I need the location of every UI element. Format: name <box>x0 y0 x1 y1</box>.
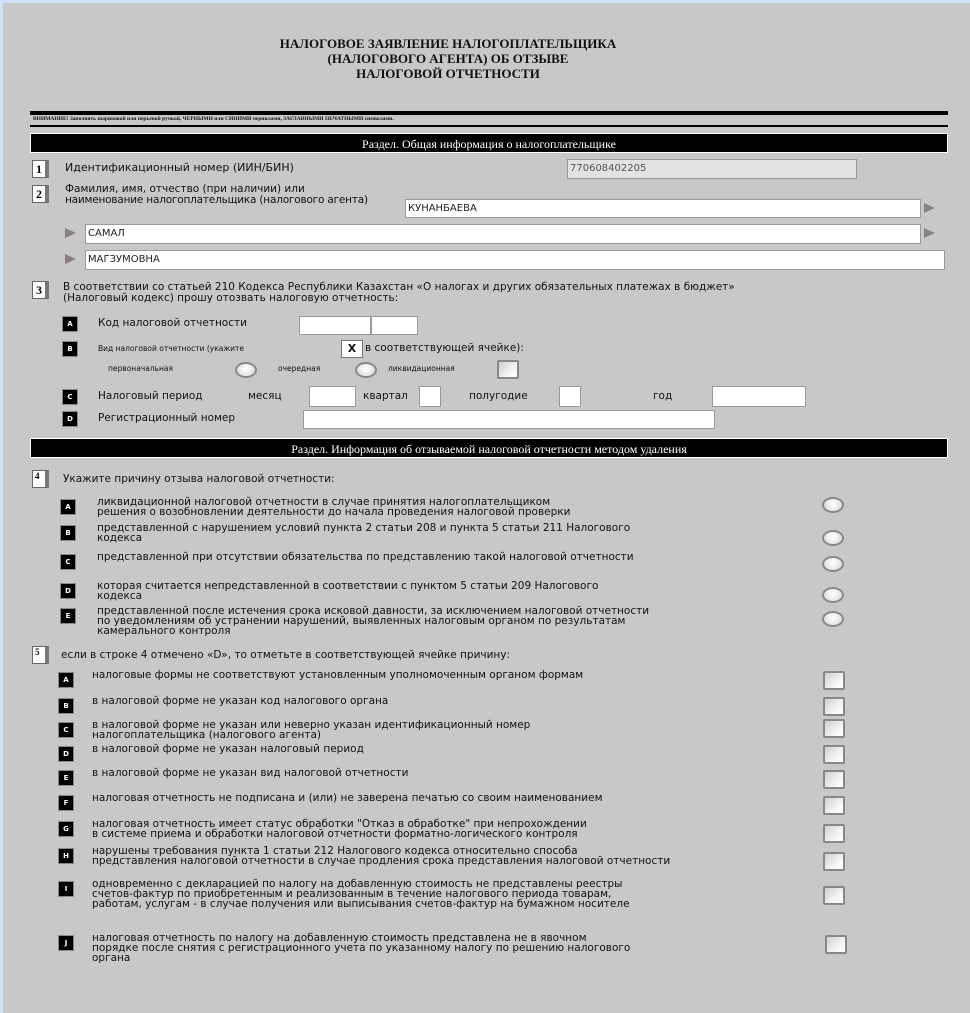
reason-radio-d[interactable] <box>822 587 844 603</box>
letter-badge-b: B <box>58 698 74 714</box>
reason-option-text: представленной с нарушением условий пункта 2 статьи 208 и пункта 5 статьи 211 Налогового <box>97 522 631 534</box>
d-reason-checkbox-a[interactable] <box>823 671 845 690</box>
reason-option-text: решения о возобновлении деятельности до начала проведения налоговой проверки <box>97 506 571 518</box>
halfyear-field[interactable] <box>559 386 581 407</box>
form-title-line1: НАЛОГОВОЕ ЗАЯВЛЕНИЕ НАЛОГОПЛАТЕЛЬЩИКА <box>279 36 617 51</box>
report-code-field-1[interactable] <box>299 316 371 335</box>
d-reason-checkbox-j[interactable] <box>825 935 847 954</box>
letter-badge-i: I <box>58 881 74 897</box>
report-type-label-after: в соответствующей ячейке): <box>365 342 524 354</box>
name-label-line2: наименование налогоплательщика (налогового агента) <box>65 194 368 206</box>
d-reason-option-text: работам, услугам - в случае получения или выписывания счетов-фактур на бумажном носителе <box>92 898 630 910</box>
letter-badge-d: D <box>58 746 74 762</box>
quarter-label: квартал <box>363 390 408 402</box>
form-title <box>3 36 893 81</box>
form-title-line3: НАЛОГОВОЙ ОТЧЕТНОСТИ <box>356 66 540 81</box>
option-liquidation-label: ликвидационная <box>388 364 455 373</box>
letter-badge-d: D <box>62 411 78 427</box>
reason-option-text: которая считается непредставленной в соответствии с пунктом 5 статьи 209 Налогового <box>97 580 599 592</box>
row-number-badge: 1 <box>32 160 49 178</box>
option-initial-label: первоначальная <box>108 364 174 373</box>
divider <box>30 125 948 127</box>
letter-badge-c: C <box>58 722 74 738</box>
halfyear-label: полугодие <box>469 390 528 402</box>
row-number-badge: 4 <box>32 470 49 488</box>
letter-badge-b: B <box>62 341 78 357</box>
withdraw-request-text-line1: В соответствии со статьей 210 Кодекса Республики Казахстан «О налогах и других обязательных платежах в бюджет» <box>63 281 735 293</box>
d-reason-checkbox-d[interactable] <box>823 745 845 764</box>
last-name-field[interactable]: КУНАНБАЕВА <box>405 199 921 218</box>
d-reason-option-text: налогоплательщика (налогового агента) <box>92 729 321 741</box>
d-reason-checkbox-c[interactable] <box>823 719 845 738</box>
d-reason-option-text: налоговая отчетность по налогу на добавленную стоимость представлена не в явочном <box>92 932 587 944</box>
quarter-field[interactable] <box>419 386 441 407</box>
d-reason-label: если в строке 4 отмечено «D», то отметьте в соответствующей ячейке причину: <box>61 649 511 661</box>
section-general-info-header: Раздел. Общая информация о налогоплательщике <box>30 133 948 153</box>
form-title-line2: (НАЛОГОВОГО АГЕНТА) ОБ ОТЗЫВЕ <box>327 51 569 66</box>
arrow-right-icon <box>65 228 76 238</box>
reason-option-text: кодекса <box>97 532 143 544</box>
reason-option-text: ликвидационной налоговой отчетности в случае принятия налогоплательщиком <box>97 496 551 508</box>
warning-text: ВНИМАНИЕ! Заполнять шариковой или перьевой ручкой, ЧЕРНЫМИ или СИНИМИ чернилами, ЗАГЛАВНЫМИ ПЕЧАТНЫМИ символами. <box>33 116 394 122</box>
d-reason-option-text: представления налоговой отчетности в случае продления срока представления налоговой отчетности <box>92 855 671 867</box>
letter-badge-d: D <box>60 583 76 599</box>
reason-radio-c[interactable] <box>822 556 844 572</box>
letter-badge-h: H <box>58 848 74 864</box>
option-initial-radio[interactable] <box>235 362 257 378</box>
option-liquidation-checkbox[interactable] <box>497 360 519 379</box>
month-label: месяц <box>248 390 282 402</box>
option-regular-radio[interactable] <box>355 362 377 378</box>
name-label-line1: Фамилия, имя, отчество (при наличии) или <box>65 183 305 195</box>
d-reason-option-text: органа <box>92 952 131 964</box>
d-reason-option-text: в налоговой форме не указан или неверно указан идентификационный номер <box>92 719 531 731</box>
registration-number-label: Регистрационный номер <box>98 412 236 424</box>
letter-badge-c: C <box>60 554 76 570</box>
report-type-label: Вид налоговой отчетности (укажите <box>98 344 244 353</box>
letter-badge-g: G <box>58 821 74 837</box>
letter-badge-e: E <box>58 770 74 786</box>
letter-badge-j: J <box>58 935 74 951</box>
reason-option-text: камерального контроля <box>97 625 231 637</box>
d-reason-option-text: нарушены требования пункта 1 статьи 212 Налогового кодекса относительно способа <box>92 845 578 857</box>
reason-radio-a[interactable] <box>822 497 844 513</box>
d-reason-checkbox-i[interactable] <box>823 886 845 905</box>
iin-field[interactable]: 770608402205 <box>567 159 857 179</box>
tax-period-label: Налоговый период <box>98 390 203 402</box>
d-reason-option-text: в системе приема и обработки налоговой отчетности форматно-логического контроля <box>92 828 578 840</box>
arrow-right-icon <box>65 254 76 264</box>
year-label: год <box>653 390 673 402</box>
reason-option-text: кодекса <box>97 590 143 602</box>
reason-radio-e[interactable] <box>822 611 844 627</box>
letter-badge-b: B <box>60 525 76 541</box>
row-number-badge: 3 <box>32 281 49 299</box>
d-reason-checkbox-b[interactable] <box>823 697 845 716</box>
section-withdrawn-report-header: Раздел. Информация об отзываемой налоговой отчетности методом удаления <box>30 438 948 458</box>
reason-radio-b[interactable] <box>822 530 844 546</box>
iin-label: Идентификационный номер (ИИН/БИН) <box>65 161 294 174</box>
d-reason-option-text: налоговые формы не соответствуют установленным уполномоченным органом формам <box>92 669 584 681</box>
reason-option-text: по уведомлениям об устранении нарушений, выявленных налоговым органом по результатам <box>97 615 626 627</box>
arrow-right-icon <box>924 203 935 213</box>
letter-badge-c: C <box>62 389 78 405</box>
month-field[interactable] <box>309 386 356 407</box>
letter-badge-a: A <box>58 672 74 688</box>
d-reason-option-text: порядке после снятия с регистрационного учета по указанному налогу по решению налогового <box>92 942 631 954</box>
patronymic-field[interactable]: МАГЗУМОВНА <box>85 250 945 270</box>
d-reason-option-text: в налоговой форме не указан вид налоговой отчетности <box>92 767 409 779</box>
reason-label: Укажите причину отзыва налоговой отчетности: <box>63 473 335 485</box>
d-reason-checkbox-f[interactable] <box>823 796 845 815</box>
report-code-field-2[interactable] <box>371 316 418 335</box>
d-reason-checkbox-h[interactable] <box>823 852 845 871</box>
row-number-badge: 5 <box>32 646 49 664</box>
letter-badge-f: F <box>58 795 74 811</box>
x-mark-example: X <box>341 340 363 358</box>
arrow-right-icon <box>924 228 935 238</box>
d-reason-option-text: в налоговой форме не указан налоговый период <box>92 743 364 755</box>
registration-number-field[interactable] <box>303 410 715 429</box>
withdraw-request-text-line2: (Налоговый кодекс) прошу отозвать налоговую отчетность: <box>63 292 399 304</box>
letter-badge-e: E <box>60 608 76 624</box>
option-regular-label: очередная <box>278 364 321 373</box>
letter-badge-a: A <box>60 499 76 515</box>
d-reason-option-text: налоговая отчетность не подписана и (или) не заверена печатью со своим наименованием <box>92 792 603 804</box>
letter-badge-a: A <box>62 316 78 332</box>
d-reason-option-text: налоговая отчетность имеет статус обработки "Отказ в обработке" при непрохождении <box>92 818 587 830</box>
d-reason-option-text: в налоговой форме не указан код налогового органа <box>92 695 389 707</box>
first-name-field[interactable]: САМАЛ <box>85 224 921 244</box>
reason-option-text: представленной после истечения срока исковой давности, за исключением налоговой отчетности <box>97 605 650 617</box>
d-reason-checkbox-e[interactable] <box>823 770 845 789</box>
report-code-label: Код налоговой отчетности <box>98 317 247 329</box>
d-reason-option-text: счетов-фактур по приобретенным и реализованным в течение налогового периода товарам, <box>92 888 612 900</box>
year-field[interactable] <box>712 386 806 407</box>
d-reason-option-text: одновременно с декларацией по налогу на добавленную стоимость не представлены реестры <box>92 878 623 890</box>
d-reason-checkbox-g[interactable] <box>823 824 845 843</box>
divider <box>30 111 948 115</box>
reason-option-text: представленной при отсутствии обязательства по представлению такой налоговой отчетности <box>97 551 634 563</box>
row-number-badge: 2 <box>32 185 49 203</box>
